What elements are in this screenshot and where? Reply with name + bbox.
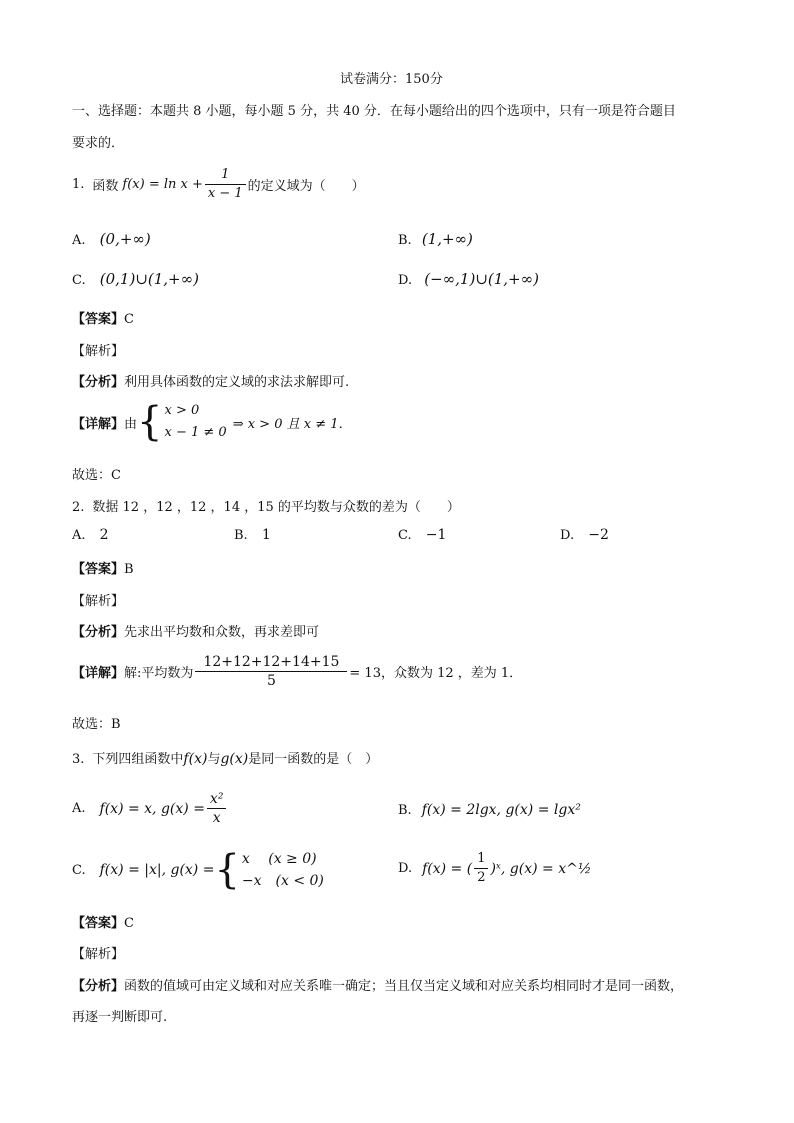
- question-number: 1.: [72, 177, 85, 192]
- case-row: x (x ≥ 0): [241, 851, 317, 867]
- score-header: 试卷满分：150分: [340, 72, 443, 87]
- left-brace-icon: {: [137, 399, 163, 445]
- option-text: −2: [588, 527, 609, 543]
- option-text: −1: [425, 527, 447, 543]
- option-label: B.: [234, 528, 248, 543]
- option-text: (0,1)∪(1,+∞): [99, 270, 199, 288]
- option-text: )ˣ, g(x) = x^½: [490, 860, 592, 877]
- option-d[interactable]: [398, 850, 591, 887]
- fraction: [205, 166, 246, 203]
- option-label: A.: [72, 801, 86, 816]
- case-row: x − 1 ≠ 0: [164, 425, 227, 440]
- function-expression: f(x) = ln x +: [122, 177, 203, 192]
- case-list: [242, 848, 324, 892]
- analysis-tag: 【解析】: [72, 594, 125, 609]
- question-number: 2.: [72, 500, 85, 515]
- analysis-tag: 【解析】: [72, 344, 125, 359]
- detail-lead: 解:平均数为: [124, 666, 194, 681]
- detail-tail: = 13，众数为 12 ，差为 1．: [349, 666, 523, 681]
- fenxi-text: 先求出平均数和众数，再求差即可: [124, 625, 320, 640]
- fenxi-text: 函数的值域可由定义域和对应关系唯一确定；当且仅当定义域和对应关系均相同时才是同一函数，: [124, 979, 684, 994]
- choose-line: 故选：B: [72, 717, 121, 732]
- option-text: (−∞,1)∪(1,+∞): [424, 270, 539, 288]
- detail-line: [72, 653, 522, 690]
- fenxi-line: [72, 975, 683, 994]
- option-label: C.: [398, 528, 412, 543]
- option-label: C.: [72, 273, 86, 288]
- choose-line: 故选：C: [72, 468, 121, 483]
- fenxi-line-2: 再逐一判断即可.: [72, 1010, 168, 1025]
- answer-line: [72, 308, 134, 327]
- fraction-denominator: x: [212, 810, 221, 826]
- option-label: A.: [72, 233, 86, 248]
- option-text: f(x) = 2lgx, g(x) = lgx²: [421, 802, 581, 818]
- option-b[interactable]: [398, 802, 581, 818]
- question-text: 下列四组函数中: [92, 752, 184, 767]
- option-a[interactable]: [72, 230, 151, 248]
- fenxi-tag: 【分析】: [72, 375, 125, 390]
- question-text: 是同一函数的是（ ）: [248, 752, 379, 767]
- option-c[interactable]: [398, 527, 446, 543]
- option-b[interactable]: [398, 230, 473, 248]
- option-c[interactable]: [72, 270, 199, 288]
- fraction-numerator: x²: [207, 790, 227, 809]
- option-text: (1,+∞): [421, 230, 473, 248]
- fenxi-line: [72, 621, 319, 640]
- case-system: [214, 848, 323, 892]
- answer-value: C: [124, 916, 134, 931]
- option-b[interactable]: [234, 527, 271, 543]
- answer-tag: 【答案】: [72, 562, 125, 577]
- question-tail: 的定义域为（ ）: [247, 179, 365, 194]
- detail-tag: 【详解】: [72, 416, 125, 432]
- question-1-stem: [72, 166, 365, 203]
- option-label: A.: [72, 528, 86, 543]
- function-g: g(x): [220, 751, 249, 767]
- question-lead: 函数: [92, 179, 119, 194]
- section-instructions-line2: 要求的．: [72, 136, 125, 151]
- case-row: −x (x < 0): [241, 873, 324, 889]
- fraction-denominator: 5: [266, 673, 276, 689]
- option-label: D.: [398, 273, 413, 288]
- fraction-numerator: 1: [474, 850, 488, 869]
- question-text: 与: [207, 752, 221, 767]
- detail-tail: ⇒ x > 0 且 x ≠ 1．: [232, 416, 352, 432]
- detail-lead: 由: [124, 416, 138, 432]
- answer-line: [72, 558, 134, 577]
- option-a[interactable]: [72, 790, 228, 827]
- answer-value: C: [124, 312, 134, 327]
- answer-tag: 【答案】: [72, 916, 125, 931]
- fenxi-tag: 【分析】: [72, 625, 125, 640]
- option-label: C.: [72, 862, 86, 878]
- option-c[interactable]: [72, 848, 324, 892]
- analysis-tag: 【解析】: [72, 947, 125, 962]
- option-text: 1: [261, 527, 271, 543]
- option-label: B.: [398, 802, 412, 818]
- fraction: [195, 653, 347, 690]
- fenxi-line: [72, 371, 349, 390]
- answer-line: [72, 912, 134, 931]
- option-text: (0,+∞): [99, 230, 151, 248]
- option-text: f(x) = (: [422, 860, 473, 877]
- section-instructions-line1: 一、选择题：本题共 8 小题，每小题 5 分，共 40 分．在每小题给出的四个选项中，只有一项是符合题目: [72, 104, 676, 119]
- option-text: f(x) = x, g(x) =: [99, 800, 205, 817]
- function-f: f(x): [183, 751, 208, 767]
- option-text: 2: [99, 527, 109, 543]
- option-label: D.: [398, 861, 413, 876]
- option-label: B.: [398, 233, 412, 248]
- option-text: f(x) = |x|, g(x) =: [99, 862, 215, 878]
- option-d[interactable]: [398, 270, 539, 288]
- fraction-numerator: 1: [205, 166, 246, 185]
- detail-tag: 【详解】: [72, 666, 125, 681]
- fraction-denominator: x − 1: [207, 186, 243, 201]
- case-row: x > 0: [164, 403, 200, 418]
- fenxi-tag: 【分析】: [72, 979, 125, 994]
- fraction: [207, 790, 227, 827]
- option-label: D.: [560, 528, 575, 543]
- answer-tag: 【答案】: [72, 312, 125, 327]
- left-brace-icon: {: [214, 847, 240, 893]
- option-a[interactable]: [72, 527, 109, 543]
- fenxi-text: 利用具体函数的定义域的求法求解即可.: [124, 375, 350, 390]
- question-text: 数据 12 ，12 ，12 ，14 ，15 的平均数与众数的差为（ ）: [92, 500, 460, 515]
- answer-value: B: [124, 562, 134, 577]
- case-list: [164, 400, 226, 444]
- question-3-stem: [72, 748, 378, 767]
- detail-line: [72, 400, 352, 444]
- fraction: [474, 850, 488, 887]
- question-2-stem: [72, 496, 460, 515]
- case-system: [137, 400, 227, 444]
- option-d[interactable]: [560, 527, 609, 543]
- question-number: 3.: [72, 752, 85, 767]
- fraction-numerator: 12+12+12+14+15: [195, 653, 347, 672]
- fraction-denominator: 2: [477, 870, 486, 885]
